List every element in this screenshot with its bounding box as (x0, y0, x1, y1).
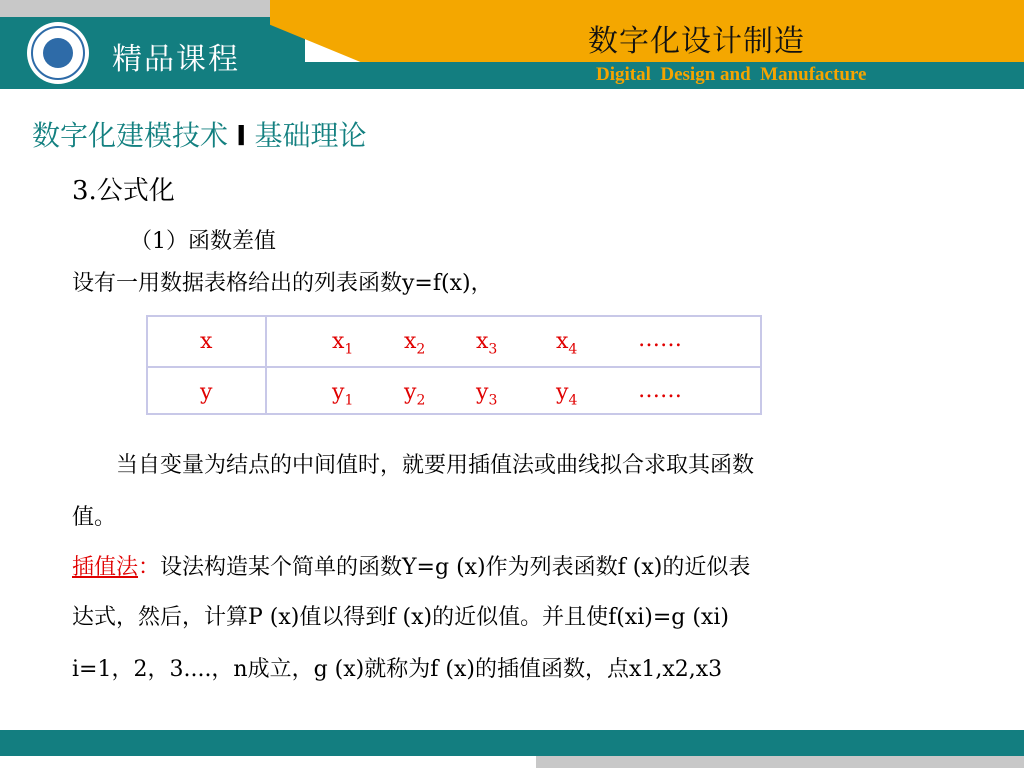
definition-line (72, 550, 750, 581)
table-ellipsis: …… (638, 327, 682, 352)
definition-term: 插值法 (72, 555, 139, 580)
section-title-left: 数字化建模技术 (32, 119, 229, 152)
table-cell: $x_4$ (556, 329, 578, 358)
table-cell: $x_1$ (332, 329, 354, 358)
row-label-y: y (200, 380, 213, 405)
paragraph-line: 达式，然后，计算P (x)值以得到f (x)的近似值。并且使f(xi)=g (xi) (72, 605, 729, 630)
paragraph-line: 当自变量为结点的中间值时，就要用插值法或曲线拟合求取其函数 (116, 453, 755, 478)
table-cell: $x_2$ (404, 329, 426, 358)
footer-teal-band (0, 730, 1024, 756)
table-cell: $y_4$ (556, 380, 578, 409)
paragraph-line: i=1，2，3....，n成立，g (x)就称为f (x)的插值函数，点x1,x2,x3 (72, 657, 723, 682)
table-cell: $y_1$ (332, 380, 354, 409)
table-cell: $x_3$ (476, 329, 498, 358)
logo-emblem (43, 38, 73, 68)
table-row (148, 317, 760, 365)
definition-text: 设法构造某个简单的函数Y=g (x)作为列表函数f (x)的近似表 (160, 555, 751, 580)
university-logo (27, 22, 89, 84)
paragraph-line: 值。 (72, 505, 117, 530)
header-gray-strip (0, 0, 270, 17)
logo-ring (31, 26, 85, 80)
subitem-heading: （1）函数差值 (130, 229, 276, 254)
table-row (148, 366, 760, 416)
table-cell: $y_2$ (404, 380, 426, 409)
footer-gray-strip (536, 756, 1024, 768)
section-title (32, 114, 366, 154)
course-subtitle: Digital Design and Manufacture (596, 64, 867, 85)
row-label-x: x (200, 329, 213, 354)
section-title-right: 基础理论 (254, 119, 367, 152)
brand-label: 精品课程 (112, 42, 240, 77)
table-cell: $y_3$ (476, 380, 498, 409)
definition-colon: ： (138, 555, 161, 580)
item-heading: 3.公式化 (72, 176, 175, 206)
table-ellipsis: …… (638, 378, 682, 403)
value-table (146, 315, 762, 415)
intro-text: 设有一用数据表格给出的列表函数y=f(x)， (72, 271, 493, 296)
section-separator: I (236, 119, 247, 152)
course-title: 数字化设计制造 (588, 24, 805, 59)
